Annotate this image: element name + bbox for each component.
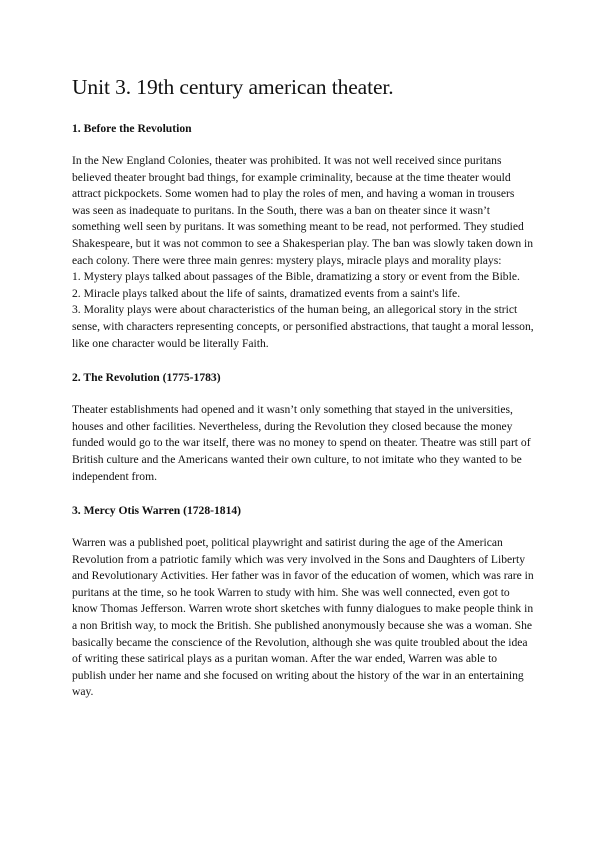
document-page — [72, 72, 534, 701]
section-heading-mercy-otis-warren: 3. Mercy Otis Warren (1728-1814) — [72, 504, 242, 518]
section-heading-before-revolution: 1. Before the Revolution — [72, 122, 192, 135]
paragraph-revolution: Theater establishments had opened and it wasn’t only something that stayed in the universities, houses and other facilities. Nevertheless, during the Revolution they closed because the money funded would go to the war itself, there was no money to spend on theater. Theatre was still part of British culture and the Americans wanted their own culture, to not imitate who they wanted to be independent from. — [72, 403, 531, 483]
list-item-miracle-plays: 2. Miracle plays talked about the life of saints, dramatized events from a saint's life. — [72, 286, 461, 300]
list-item-morality-plays: 3. Morality plays were about characteristics of the human being, an allegorical story in the strict sense, with characters representing concepts, or personified abstractions, that taught a moral lesson, like one character would be literally Faith. — [72, 303, 534, 350]
paragraph-warren: Warren was a published poet, political playwright and satirist during the age of the American Revolution from a patriotic family which was very involved in the Sons and Daughters of Liberty and Revolutionary Activities. Her father was in favor of the education of women, which was rare in puritans at the time, so he took Warren to study with him. She was well connected, even got to know Thomas Jefferson. Warren wrote short sketches with funny dialogues to make people think in a non British way, to mock the British. She published anonymously because she was a woman. She basically became the conscience of the Revolution, although she was quite troubled about the idea of writing these satirical plays as a puritan woman. After the war ended, Warren was able to publish under her name and she focused on writing about the history of the war in an entertaining way. — [72, 536, 534, 699]
section-heading-revolution: 2. The Revolution (1775-1783) — [72, 371, 221, 385]
page-title: Unit 3. 19th century american theater. — [72, 75, 394, 99]
paragraph-colonies: In the New England Colonies, theater was prohibited. It was not well received since puritans believed theater brought bad things, for example criminality, because at the time theater would attract pickpockets. Some women had to play the roles of men, and having a woman in trousers was seen as inadequate to puritans. In the South, there was a ban on theater since it wasn’t something well seen by puritans. It was something meant to be read, not performed. They studied Shakespeare, but it was not common to see a Shakesperian play. The ban was slowly taken down in each colony. There were three main genres: mystery plays, miracle plays and morality plays: — [72, 154, 534, 267]
list-item-mystery-plays: 1. Mystery plays talked about passages of the Bible, dramatizing a story or event from the Bible. — [72, 270, 520, 284]
